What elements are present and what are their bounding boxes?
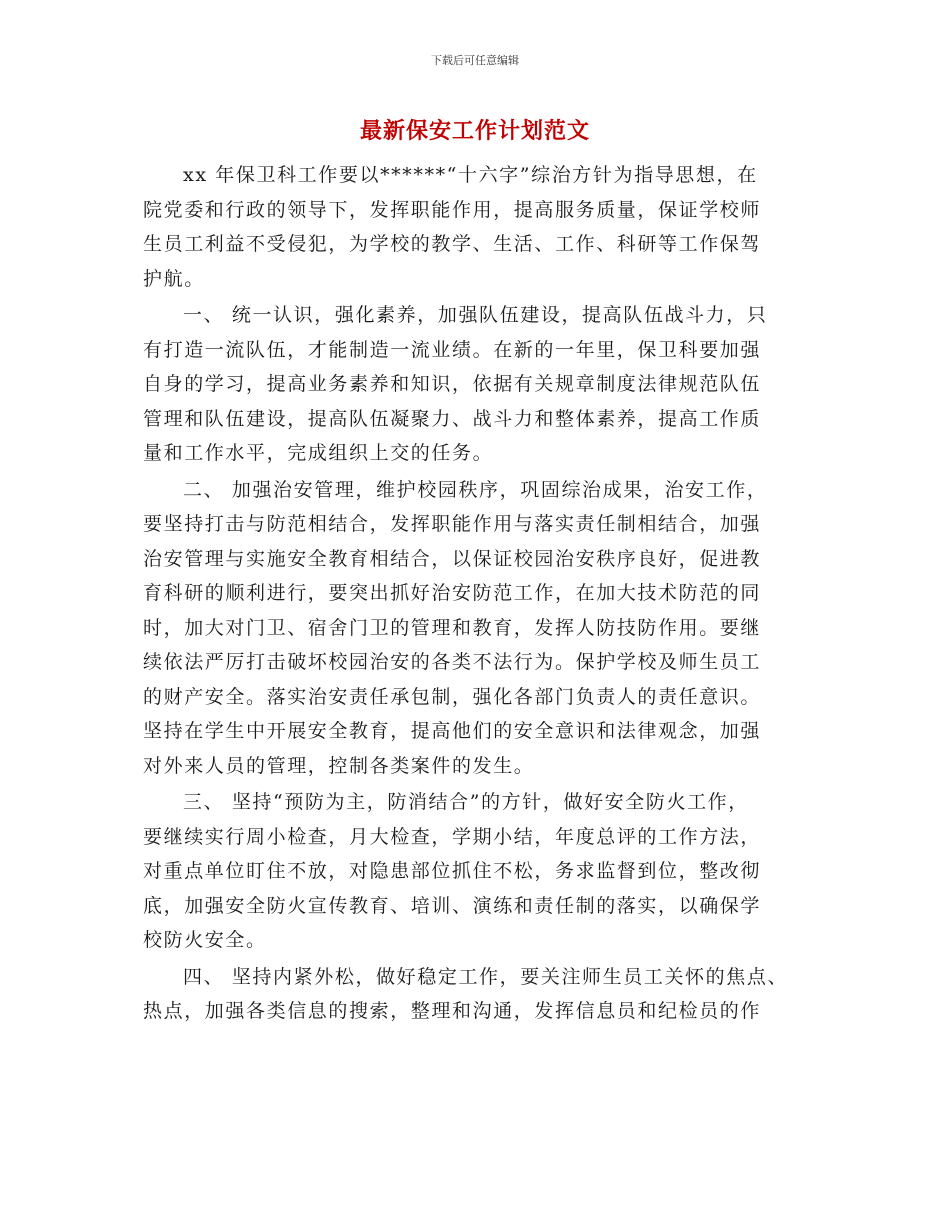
text-line: 生员工利益不受侵犯，为学校的教学、生活、工作、科研等工作保驾 [143,233,762,255]
text-line: 院党委和行政的领导下，发挥职能作用，提高服务质量，保证学校师 [143,198,762,221]
text-line: 时，加大对门卫、宿舍门卫的管理和教育，发挥人防技防作用。要继 [143,616,762,639]
text-line: 对外来人员的管理，控制各类案件的发生。 [143,754,535,777]
paragraph-section-2 [143,473,811,784]
text-line: 治安管理与实施安全教育相结合，以保证校园治安秩序良好，促进教 [143,547,762,570]
paragraph-intro [143,158,811,296]
paragraph-section-1 [143,298,811,471]
header-note: 下载后可任意编辑 [431,54,519,67]
text-line: 自身的学习，提高业务素养和知识，依据有关规章制度法律规范队伍 [143,373,762,395]
text-line: 二、 加强治安管理，维护校园秩序，巩固综治成果，治安工作， [183,478,768,501]
document-body [143,158,811,1031]
text-line: 护航。 [143,267,205,290]
text-line: 续依法严厉打击破坏校园治安的各类不法行为。保护学校及师生员工 [143,651,762,673]
text-line: 三、 坚持“预防为主，防消结合”的方针，做好安全防火工作， [183,791,749,813]
text-line: 校防火安全。 [143,929,267,951]
text-line: 要继续实行周小检查，月大检查，学期小结，年度总评的工作方法， [143,825,762,848]
text-line: 对重点单位盯住不放，对隐患部位抓住不松，务求监督到位，整改彻 [143,860,762,882]
text-line: xx 年保卫科工作要以******“十六字”综治方针为指导思想，在 [183,164,758,186]
text-line: 热点，加强各类信息的搜索，整理和沟通，发挥信息员和纪检员的作 [143,1000,762,1022]
text-line: 有打造一流队伍，才能制造一流业绩。在新的一年里，保卫科要加强 [143,338,762,361]
text-line: 底，加强安全防火宣传教育、培训、演练和责任制的落实，以确保学 [143,894,762,917]
text-line: 的财产安全。落实治安责任承包制，强化各部门负责人的责任意识。 [143,685,762,708]
text-line: 管理和队伍建设，提高队伍凝聚力、战斗力和整体素养，提高工作质 [143,407,762,430]
document-title: 最新保安工作计划范文 [359,118,590,144]
text-line: 要坚持打击与防范相结合，发挥职能作用与落实责任制相结合，加强 [143,513,762,535]
text-line: 一、 统一认识，强化素养，加强队伍建设，提高队伍战斗力，只 [183,304,768,326]
paragraph-section-4 [143,960,811,1029]
text-line: 坚持在学生中开展安全教育，提高他们的安全意识和法律观念，加强 [143,720,762,742]
text-line: 量和工作水平，完成组织上交的任务。 [143,442,494,464]
paragraph-section-3 [143,785,811,958]
text-line: 育科研的顺利进行，要突出抓好治安防范工作，在加大技术防范的同 [143,582,762,604]
text-line: 四、 坚持内紧外松，做好稳定工作，要关注师生员工关怀的焦点、 [183,965,789,988]
